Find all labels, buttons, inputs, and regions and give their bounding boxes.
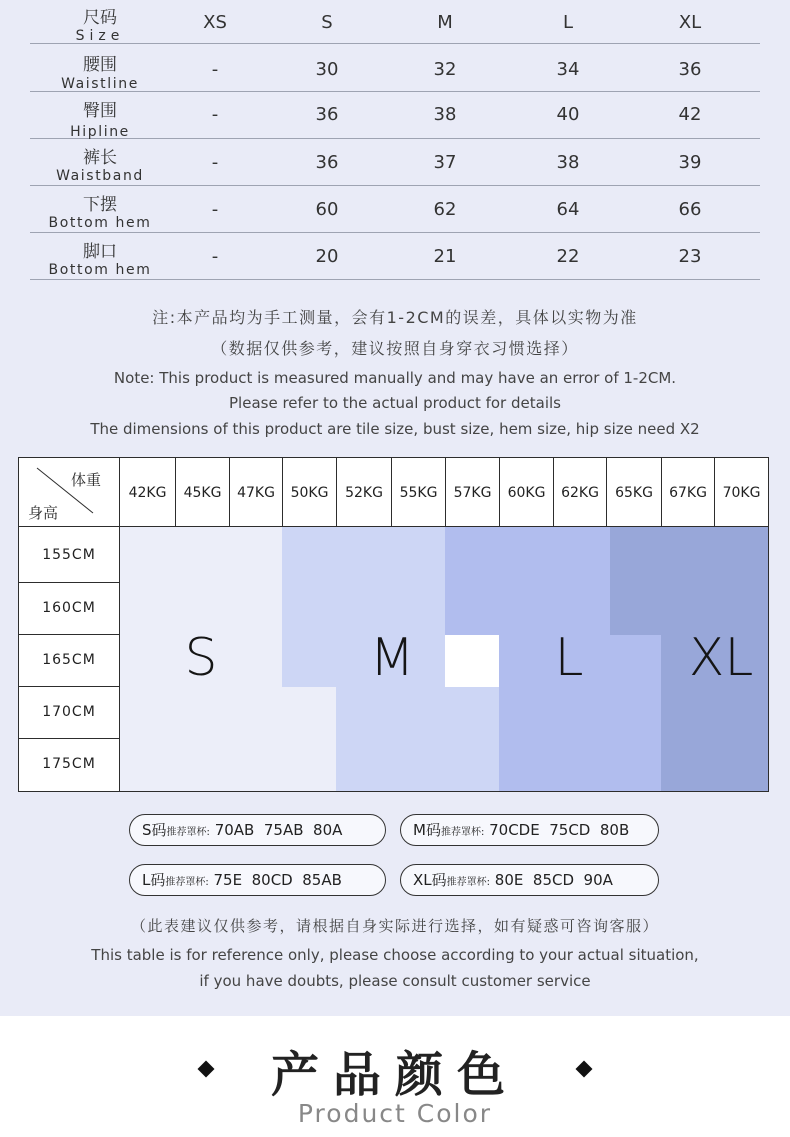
cup-values: 80E 85CD 90A bbox=[494, 871, 613, 889]
row-label-cn: 下摆 bbox=[83, 195, 117, 215]
row-label-en: Waistline bbox=[61, 76, 139, 92]
cell-value: - bbox=[211, 59, 219, 80]
zone-l bbox=[445, 527, 610, 635]
cell-value: 36 bbox=[678, 59, 702, 80]
weight-height-size-chart bbox=[18, 457, 769, 792]
weight-label: 42KG bbox=[128, 485, 167, 501]
cup-pill-m bbox=[400, 814, 659, 846]
cup-values: 70AB 75AB 80A bbox=[214, 821, 343, 839]
row-label-en: Hipline bbox=[70, 124, 130, 140]
cup-label: 推荐罩杯: bbox=[440, 827, 485, 838]
cell-value: 42 bbox=[678, 104, 702, 125]
grid-divider bbox=[19, 738, 119, 739]
table-row bbox=[30, 139, 760, 186]
zone-m-lower bbox=[336, 687, 499, 791]
cup-pill-xl bbox=[400, 864, 659, 896]
weight-label: 45KG bbox=[183, 485, 222, 501]
row-label-cn: 腰围 bbox=[83, 55, 117, 75]
size-header-xs: XS bbox=[203, 12, 227, 33]
height-label: 165CM bbox=[42, 652, 96, 668]
cell-value: 36 bbox=[315, 152, 339, 173]
row-label-en: Waistband bbox=[56, 168, 144, 184]
reference-note-cn: （数据仅供参考，建议按照自身穿衣习惯选择） bbox=[211, 339, 579, 358]
size-header-s: S bbox=[321, 12, 333, 33]
cell-value: 64 bbox=[556, 199, 580, 220]
header-label-cn: 尺码 bbox=[83, 8, 117, 28]
grid-divider bbox=[19, 686, 119, 687]
weight-label: 60KG bbox=[507, 485, 546, 501]
cup-label: 推荐罩杯: bbox=[446, 877, 491, 888]
row-label-en: Bottom hem bbox=[48, 215, 152, 231]
weight-label: 52KG bbox=[345, 485, 383, 501]
cell-value: 32 bbox=[433, 59, 457, 80]
zone-s-extension bbox=[282, 687, 336, 791]
table-row bbox=[30, 92, 760, 139]
zone-xl bbox=[610, 527, 768, 635]
row-label-cn: 臀围 bbox=[83, 101, 117, 121]
height-label: 155CM bbox=[42, 547, 96, 563]
zone-label-s: S bbox=[184, 628, 218, 688]
cell-value: 22 bbox=[556, 246, 580, 267]
weight-label: 57KG bbox=[453, 485, 492, 501]
cell-value: 37 bbox=[433, 152, 457, 173]
cup-pill-s bbox=[129, 814, 386, 846]
grid-divider bbox=[19, 582, 119, 583]
cell-value: - bbox=[211, 152, 219, 173]
cup-size: S码 bbox=[142, 821, 167, 839]
weight-label: 70KG bbox=[722, 485, 761, 501]
cell-value: - bbox=[211, 104, 219, 125]
header-label-en: Size bbox=[75, 28, 125, 44]
table-reference-note-en-1: This table is for reference only, please choose according to your actual situation, bbox=[91, 946, 699, 964]
size-header-m: M bbox=[437, 12, 453, 33]
cup-label: 推荐罩杯: bbox=[166, 827, 210, 838]
cell-value: 38 bbox=[556, 152, 580, 173]
cup-size: XL码 bbox=[413, 871, 447, 889]
weight-label: 65KG bbox=[615, 485, 653, 501]
cup-values: 70CDE 75CD 80B bbox=[489, 821, 630, 839]
zone-label-m: M bbox=[369, 628, 415, 688]
cup-size: L码 bbox=[142, 871, 166, 889]
grid-header-divider bbox=[19, 526, 768, 527]
cell-value: 34 bbox=[556, 59, 580, 80]
table-row bbox=[30, 44, 760, 92]
cup-pill-l bbox=[129, 864, 386, 896]
corner-height-label: 身高 bbox=[28, 504, 59, 522]
cell-value: 21 bbox=[433, 246, 457, 267]
measurement-note-en: Note: This product is measured manually and may have an error of 1-2CM. bbox=[113, 369, 677, 387]
table-reference-note-en-2: if you have doubts, please consult customer service bbox=[199, 972, 591, 990]
weight-label: 50KG bbox=[290, 485, 329, 501]
section-title-cn: 产品颜色 bbox=[270, 1047, 519, 1103]
weight-label: 47KG bbox=[237, 485, 275, 501]
cell-value: 23 bbox=[678, 246, 702, 267]
cell-value: 39 bbox=[678, 152, 702, 173]
dimensions-note-en: The dimensions of this product are tile size, bust size, hem size, hip size need X2 bbox=[90, 420, 700, 438]
cup-size: M码 bbox=[413, 821, 441, 839]
table-row bbox=[30, 233, 760, 280]
zone-label-xl: XL bbox=[688, 628, 754, 688]
reference-note-en: Please refer to the actual product for details bbox=[229, 394, 561, 412]
height-label: 170CM bbox=[42, 704, 96, 720]
cell-value: - bbox=[211, 246, 219, 267]
measurement-note-cn: 注:本产品均为手工测量，会有1-2CM的误差，具体以实物为准 bbox=[152, 308, 638, 327]
cell-value: 38 bbox=[433, 104, 457, 125]
grid-divider bbox=[19, 634, 119, 635]
cell-value: 36 bbox=[315, 104, 339, 125]
cell-value: 20 bbox=[315, 246, 339, 267]
cell-value: 30 bbox=[315, 59, 339, 80]
cell-value: - bbox=[211, 199, 219, 220]
weight-label: 55KG bbox=[399, 485, 438, 501]
cell-value: 62 bbox=[433, 199, 457, 220]
zone-label-l: L bbox=[554, 628, 584, 688]
cell-value: 40 bbox=[556, 104, 580, 125]
row-label-cn: 脚口 bbox=[83, 242, 117, 262]
corner-weight-label: 体重 bbox=[71, 471, 102, 489]
cell-value: 60 bbox=[315, 199, 339, 220]
table-reference-note-cn: （此表建议仅供参考，请根据自身实际进行选择，如有疑惑可咨询客服） bbox=[130, 917, 659, 935]
height-label: 160CM bbox=[42, 600, 96, 616]
section-title-en: Product Color bbox=[297, 1099, 493, 1128]
height-label: 175CM bbox=[42, 756, 96, 772]
size-header-l: L bbox=[562, 12, 574, 33]
row-label-en: Bottom hem bbox=[48, 262, 152, 278]
cell-value: 66 bbox=[678, 199, 702, 220]
weight-label: 67KG bbox=[669, 485, 707, 501]
table-header-row bbox=[30, 0, 760, 44]
row-label-cn: 裤长 bbox=[83, 148, 117, 168]
weight-label: 62KG bbox=[561, 485, 599, 501]
cup-values: 75E 80CD 85AB bbox=[213, 871, 342, 889]
size-header-xl: XL bbox=[678, 12, 702, 33]
cup-label: 推荐罩杯: bbox=[165, 877, 209, 888]
table-row bbox=[30, 186, 760, 233]
